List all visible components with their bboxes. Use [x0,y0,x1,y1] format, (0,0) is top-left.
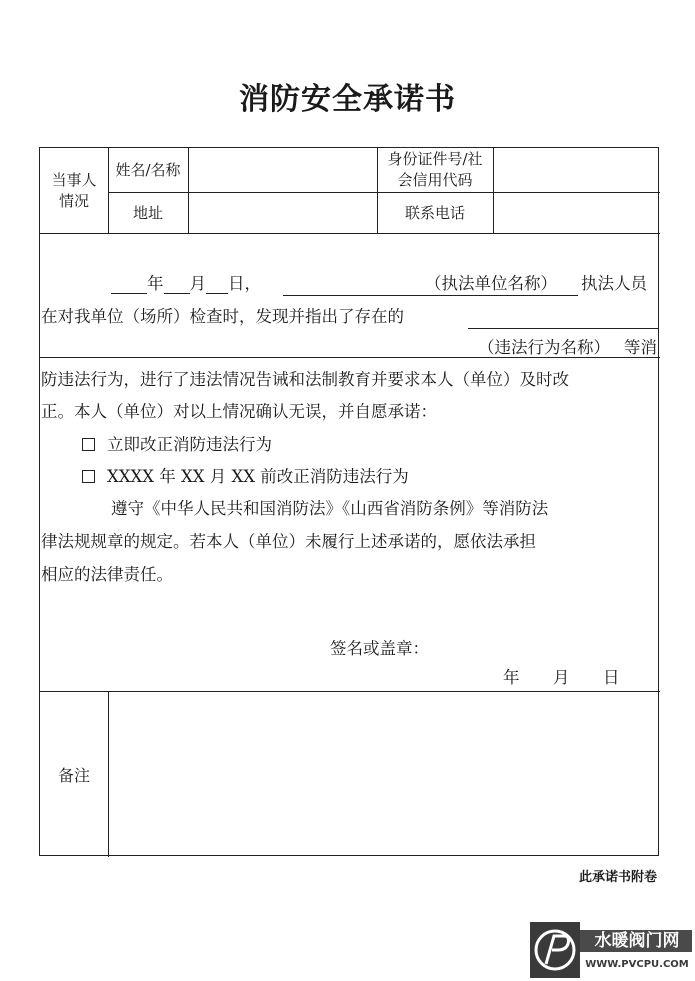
month-blank[interactable] [164,276,190,294]
law-line2: 律法规规章的规定。若本人（单位）未履行上述承诺的，愿依法承担 [41,532,536,551]
watermark-logo [530,922,692,978]
checkbox-deadline[interactable] [82,470,95,483]
column-divider [188,148,189,233]
inspection-date-line: 年 月 日， [111,274,261,294]
column-divider [493,148,494,233]
remarks-field[interactable] [109,698,657,853]
law-line1: 遵守《中华人民共和国消防法》《山西省消防条例》等消防法 [111,499,549,518]
phone-label: 联系电话 [404,204,465,222]
pledge-form [39,147,659,856]
section-divider [40,233,660,234]
statement-line3-tail: 等消 [624,338,657,357]
name-label: 姓名/名称 [115,161,181,179]
agency-blank[interactable] [283,295,578,296]
option-immediate[interactable]: 立即改正消防违法行为 [82,435,272,455]
watermark-url: WWW.PVCPU.COM [585,959,689,970]
statement-line2: 在对我单位（场所）检查时，发现并指出了存在的 [41,307,404,326]
row-divider [108,192,660,193]
party-row-label: 当事人 情况 [51,171,97,210]
statement-line5: 正。本人（单位）对以上情况确认无误，并自愿承诺： [41,402,437,421]
day-blank[interactable] [206,276,228,294]
id-number-label: 身份证件号/社 会信用代码 [387,150,483,189]
violation-placeholder: （违法行为名称） [478,338,610,357]
document-title: 消防安全承诺书 [239,82,456,117]
year-blank[interactable] [111,276,147,294]
sign-month: 月 [553,668,570,687]
section-divider [40,691,660,692]
checkbox-immediate[interactable] [82,438,95,451]
footnote: 此承诺书附卷 [578,870,657,885]
address-label: 地址 [132,204,163,222]
agency-placeholder: （执法单位名称） [425,274,557,293]
watermark-name: 水暖阀门网 [594,931,680,951]
option-deadline[interactable]: XXXX 年 XX 月 XX 前改正消防违法行为 [82,467,409,487]
violation-blank[interactable] [468,328,659,329]
signature-label: 签名或盖章： [330,639,429,658]
sign-day: 日 [603,668,620,687]
statement-line1-tail: 执法人员 [581,274,647,293]
remarks-label: 备注 [57,766,90,785]
sign-year: 年 [503,668,520,687]
law-line3: 相应的法律责任。 [41,565,173,584]
statement-line4: 防违法行为，进行了违法情况告诫和法制教育并要求本人（单位）及时改 [41,370,569,389]
